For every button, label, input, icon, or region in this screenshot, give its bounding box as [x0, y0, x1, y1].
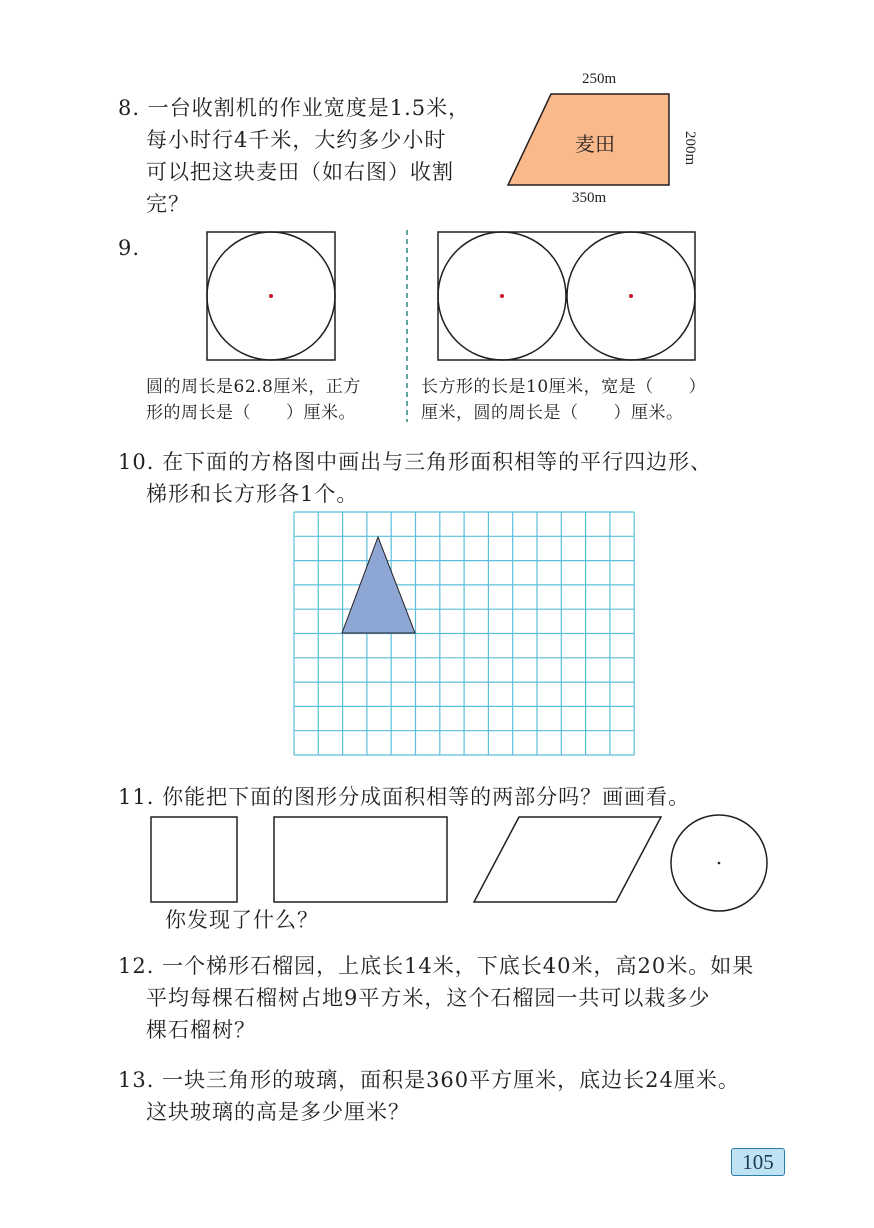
- q8-line-1: 8. 一台收割机的作业宽度是1.5米，: [118, 96, 471, 120]
- q12-line-2: 平均每棵石榴树占地9平方米，这个石榴园一共可以栽多少: [146, 986, 711, 1010]
- q9-right-line-2: 厘米，圆的周长是（ ）厘米。: [421, 403, 684, 423]
- q11-rectangle: [274, 817, 447, 902]
- q9-number: 9.: [118, 236, 141, 260]
- q13-line-1: 13. 一块三角形的玻璃，面积是360平方厘米，底边长24厘米。: [118, 1068, 740, 1092]
- q11-square: [151, 817, 237, 902]
- field-label: 麦田: [575, 132, 615, 156]
- q8-line-3: 可以把这块麦田（如右图）收割: [146, 160, 454, 184]
- page-number: 105: [731, 1148, 785, 1176]
- q8-line-2: 每小时行4千米，大约多少小时: [146, 128, 447, 152]
- q9-right-line-1: 长方形的长是10厘米，宽是（ ）: [421, 377, 707, 397]
- q10-line-1: 10. 在下面的方格图中画出与三角形面积相等的平行四边形、: [118, 450, 713, 474]
- q13-line-2: 这块玻璃的高是多少厘米？: [146, 1100, 410, 1124]
- q11-parallelogram: [474, 817, 661, 902]
- q9-left-line-2: 形的周长是（ ）厘米。: [146, 403, 356, 423]
- q11-prompt: 你发现了什么？: [165, 908, 319, 932]
- q10-line-2: 梯形和长方形各1个。: [146, 482, 359, 506]
- field-side-label: 200m: [682, 131, 698, 166]
- q11-line: 11. 你能把下面的图形分成面积相等的两部分吗？画画看。: [118, 785, 691, 809]
- q12-line-1: 12. 一个梯形石榴园，上底长14米，下底长40米，高20米。如果: [118, 954, 755, 978]
- field-bottom-label: 350m: [572, 190, 607, 206]
- q12-line-3: 棵石榴树？: [146, 1018, 256, 1042]
- q9-left-line-1: 圆的周长是62.8厘米，正方: [146, 377, 361, 397]
- q8-line-4: 完？: [146, 192, 190, 216]
- q11-circle-center-dot: [718, 862, 721, 865]
- field-top-label: 250m: [582, 71, 617, 87]
